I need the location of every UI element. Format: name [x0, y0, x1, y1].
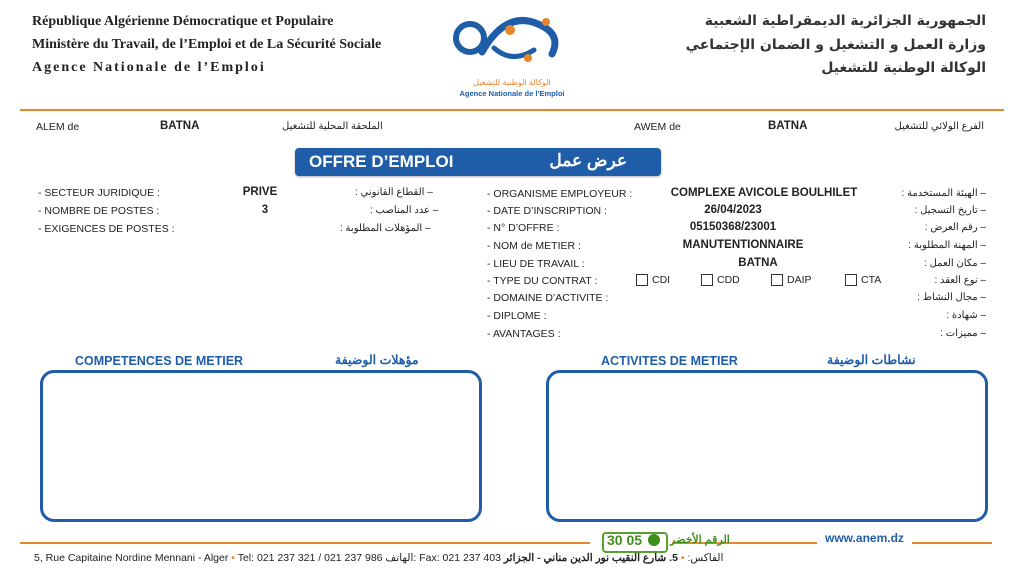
- competences-title-ar: مؤهلات الوضيفة: [335, 353, 419, 367]
- contract-cdd-label: CDD: [717, 274, 740, 286]
- field-offre-label-ar: – رقم العرض :: [924, 222, 986, 233]
- field-contrat-label: - TYPE DU CONTRAT :: [487, 275, 598, 287]
- contract-cta-label: CTA: [861, 274, 882, 286]
- footer-fax-ar: الفاكس:: [687, 552, 724, 564]
- field-secteur-label: - SECTEUR JURIDIQUE :: [38, 187, 160, 199]
- field-domaine-label: - DOMAINE D’ACTIVITE :: [487, 292, 609, 304]
- footer-address-fr: [34, 552, 723, 564]
- field-diplome-label: - DIPLOME :: [487, 310, 547, 322]
- green-number-label-ar: الرقم الأخضر: [670, 534, 730, 546]
- field-secteur-label-ar: – القطاع القانوني :: [355, 187, 433, 198]
- footer-fax: Fax: 021 237 403: [419, 552, 501, 564]
- logo-emblem-icon: [442, 8, 582, 78]
- field-organisme-label-ar: – الهيئة المستخدمة :: [901, 188, 986, 199]
- activites-title-ar: نشاطات الوضيفة: [827, 353, 916, 367]
- field-date-label-ar: – تاريخ التسجيل :: [914, 205, 986, 216]
- website-link[interactable]: www.anem.dz: [825, 531, 904, 545]
- footer-divider-left: [20, 542, 590, 544]
- field-offre-value: 05150368/23001: [689, 221, 777, 233]
- field-lieu-value: BATNA: [738, 257, 778, 269]
- header-fr-line3: Agence Nationale de l’Emploi: [32, 60, 266, 75]
- activites-panel[interactable]: [546, 370, 988, 522]
- field-avantages-label: - AVANTAGES :: [487, 328, 561, 340]
- competences-title: COMPETENCES DE METIER: [75, 354, 244, 368]
- alem-label: ALEM de: [36, 121, 80, 133]
- field-metier-label: - NOM de METIER :: [487, 240, 581, 252]
- footer-address-ar: 5. شارع النقيب نور الدين مناني - الجزائر: [503, 552, 678, 564]
- phone-icon: [648, 534, 660, 546]
- logo-text-fr: Agence Nationale de l’Emploi: [459, 89, 565, 98]
- header-ar-line3: الوكالة الوطنية للتشغيل: [821, 60, 986, 76]
- field-metier-label-ar: – المهنة المطلوبة :: [908, 240, 986, 251]
- field-contrat-label-ar: – نوع العقد :: [934, 275, 986, 286]
- banner-title-ar: عرض عمل: [549, 151, 627, 170]
- footer-divider-right: [912, 542, 992, 544]
- field-postes-label-ar: – عدد المناصب :: [370, 205, 439, 216]
- field-secteur-value: PRIVE: [242, 186, 278, 198]
- awem-label: AWEM de: [634, 121, 681, 133]
- contract-cdd[interactable]: [701, 274, 740, 286]
- field-metier-value: MANUTENTIONNAIRE: [682, 239, 804, 251]
- checkbox-cdi[interactable]: [636, 274, 648, 286]
- green-number: 30 05: [607, 532, 643, 548]
- checkbox-daip[interactable]: [771, 274, 783, 286]
- awem-value: BATNA: [768, 120, 808, 132]
- footer-sep-dot-2: •: [677, 552, 685, 564]
- banner-title-fr: OFFRE D’EMPLOI: [309, 152, 454, 171]
- field-offre-label: - N° D’OFFRE :: [487, 222, 560, 234]
- header-fr-line2: Ministère du Travail, de l’Emploi et de La Sécurité Sociale: [32, 37, 382, 52]
- field-exigences-label-ar: – المؤهلات المطلوبة :: [340, 223, 431, 234]
- contract-cdi[interactable]: [636, 274, 670, 286]
- logo-text-ar: الوكالة الوطنية للتشغيل: [473, 78, 551, 87]
- field-organisme-value: COMPLEXE AVICOLE BOULHILET: [670, 187, 858, 199]
- contract-daip-label: DAIP: [787, 274, 812, 286]
- field-avantages-label-ar: – مميزات :: [940, 328, 986, 339]
- footer-tel: Tel: 021 237 321 / 021 237 986: [237, 552, 383, 564]
- checkbox-cdd[interactable]: [701, 274, 713, 286]
- field-date-value: 26/04/2023: [704, 204, 762, 216]
- header-ar-line1: الجمهورية الجزائرية الديمقراطية الشعبية: [704, 13, 986, 29]
- contract-daip[interactable]: [771, 274, 812, 286]
- field-exigences-label: - EXIGENCES DE POSTES :: [38, 223, 175, 235]
- header-ar-line2: وزارة العمل و التشغيل و الضمان الإجتماعي: [685, 37, 986, 53]
- address-fr: 5, Rue Capitaine Nordine Mennani - Alger: [34, 552, 229, 564]
- field-domaine-label-ar: – مجال النشاط :: [917, 292, 986, 303]
- field-postes-label: - NOMBRE DE POSTES :: [38, 205, 160, 217]
- field-postes-value: 3: [261, 204, 269, 216]
- field-lieu-label: - LIEU DE TRAVAIL :: [487, 258, 585, 270]
- competences-panel[interactable]: [40, 370, 482, 522]
- field-diplome-label-ar: – شهادة :: [946, 310, 986, 321]
- field-lieu-label-ar: – مكان العمل :: [924, 258, 986, 269]
- awem-label-ar: الفرع الولائي للتشغيل: [894, 121, 984, 132]
- header-fr-line1: République Algérienne Démocratique et Populaire: [32, 14, 334, 29]
- alem-value: BATNA: [160, 120, 200, 132]
- footer-sep-dot: •: [231, 552, 238, 564]
- anem-logo: [442, 8, 582, 100]
- field-date-label: - DATE D’INSCRIPTION :: [487, 205, 607, 217]
- checkbox-cta[interactable]: [845, 274, 857, 286]
- footer-phone-ar: الهاتف:: [385, 552, 417, 564]
- field-organisme-label: - ORGANISME EMPLOYEUR :: [487, 188, 633, 200]
- contract-cdi-label: CDI: [652, 274, 671, 286]
- header-divider: [20, 109, 1004, 111]
- contract-cta[interactable]: [845, 274, 881, 286]
- offer-banner: [295, 148, 661, 176]
- activites-title: ACTIVITES DE METIER: [601, 354, 738, 368]
- alem-label-ar: الملحقة المحلية للتشغيل: [282, 121, 383, 132]
